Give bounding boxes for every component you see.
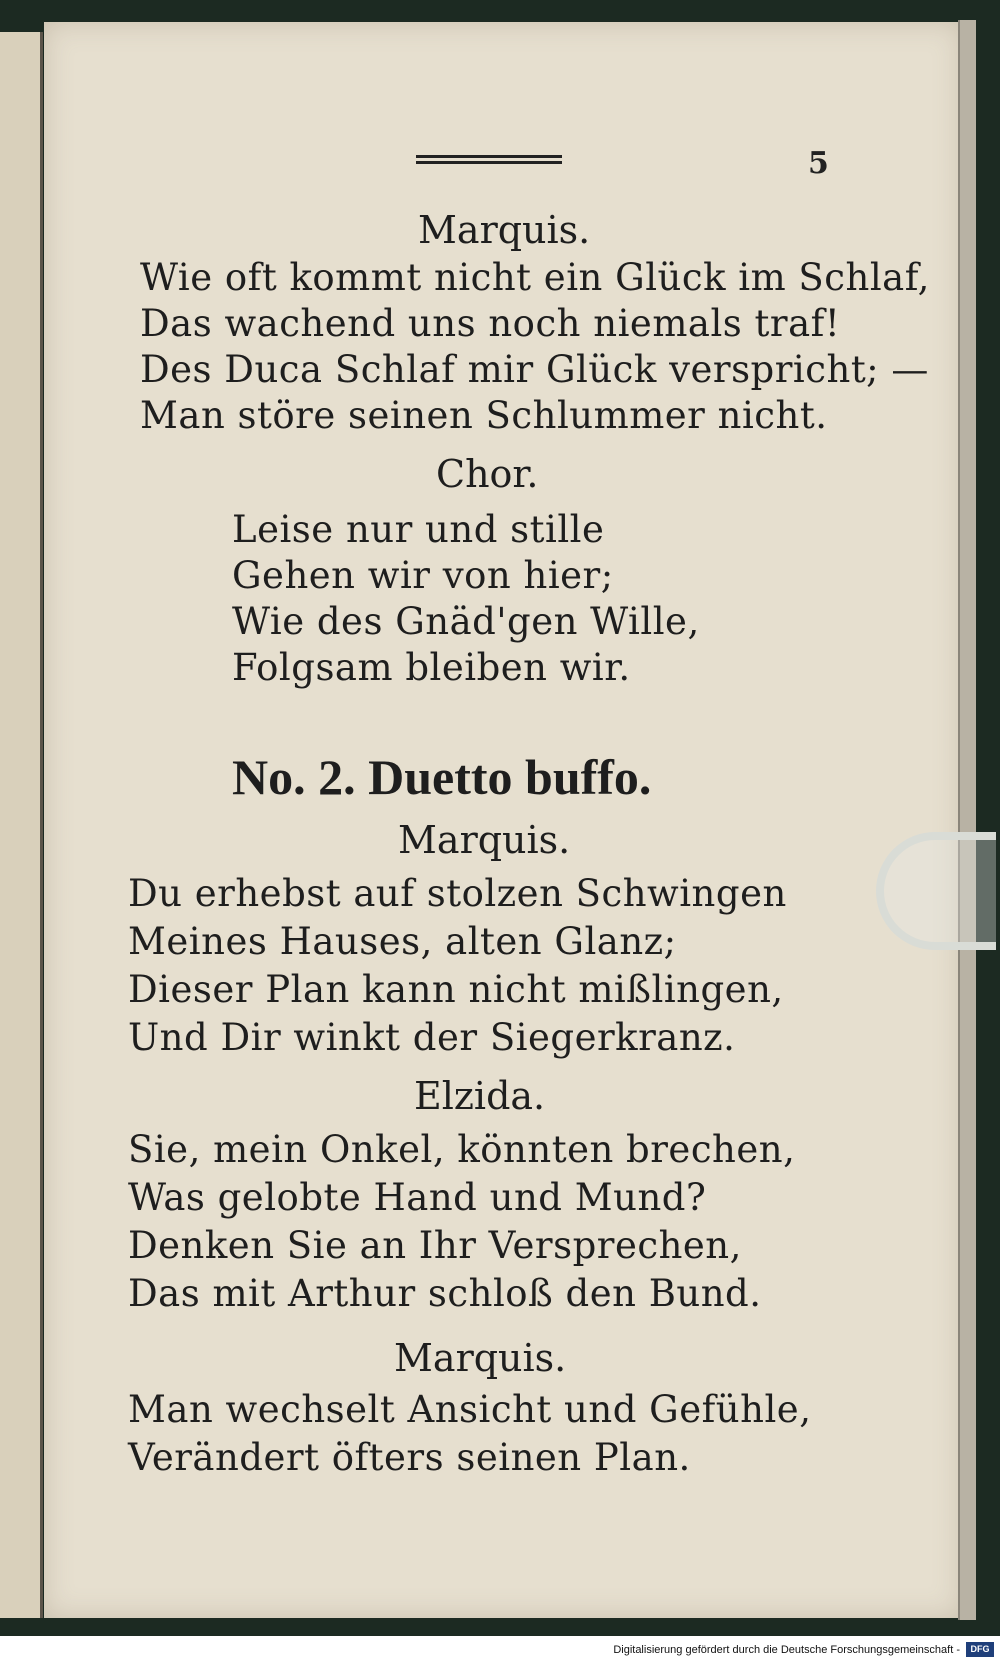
- verse-line: Dieser Plan kann nicht mißlingen,: [128, 968, 784, 1011]
- verse-line: Das wachend uns noch niemals traf!: [140, 302, 841, 345]
- digitization-credit: Digitalisierung gefördert durch die Deutsche Forschungsgemeinschaft -: [613, 1644, 960, 1656]
- section-title: No. 2. Duetto buffo.: [232, 749, 652, 805]
- verse-line: Man wechselt Ansicht und Gefühle,: [128, 1388, 812, 1431]
- dfg-logo-icon: DFG: [966, 1642, 994, 1657]
- page-number: 5: [808, 146, 829, 181]
- verse-line: Folgsam bleiben wir.: [232, 646, 631, 689]
- verse-line: Wie oft kommt nicht ein Glück im Schlaf,: [140, 256, 930, 299]
- speaker-name: Chor.: [436, 452, 539, 496]
- verse-line: Du erhebst auf stolzen Schwingen: [128, 872, 787, 915]
- verse-line: Denken Sie an Ihr Versprechen,: [128, 1224, 742, 1267]
- verse-line: Sie, mein Onkel, könnten brechen,: [128, 1128, 796, 1171]
- page-stack-edge: [958, 20, 976, 1620]
- verse-line: Leise nur und stille: [232, 508, 605, 551]
- verse-line: Das mit Arthur schloß den Bund.: [128, 1272, 762, 1315]
- verse-line: Meines Hauses, alten Glanz;: [128, 920, 677, 963]
- verse-line: Des Duca Schlaf mir Glück verspricht; —: [140, 348, 929, 391]
- verse-line: Verändert öfters seinen Plan.: [128, 1436, 691, 1479]
- verse-line: Was gelobte Hand und Mund?: [128, 1176, 707, 1219]
- speaker-name: Elzida.: [414, 1074, 546, 1118]
- speaker-name: Marquis.: [394, 1336, 567, 1380]
- speaker-name: Marquis.: [398, 818, 571, 862]
- verse-line: Und Dir winkt der Siegerkranz.: [128, 1016, 736, 1059]
- verse-line: Wie des Gnäd'gen Wille,: [232, 600, 700, 643]
- header-rule: [416, 155, 562, 167]
- bookmark-clip: [876, 832, 996, 950]
- verse-line: Man störe seinen Schlummer nicht.: [140, 394, 828, 437]
- speaker-name: Marquis.: [418, 208, 591, 252]
- verse-line: Gehen wir von hier;: [232, 554, 614, 597]
- adjacent-page-edge: [0, 32, 43, 1618]
